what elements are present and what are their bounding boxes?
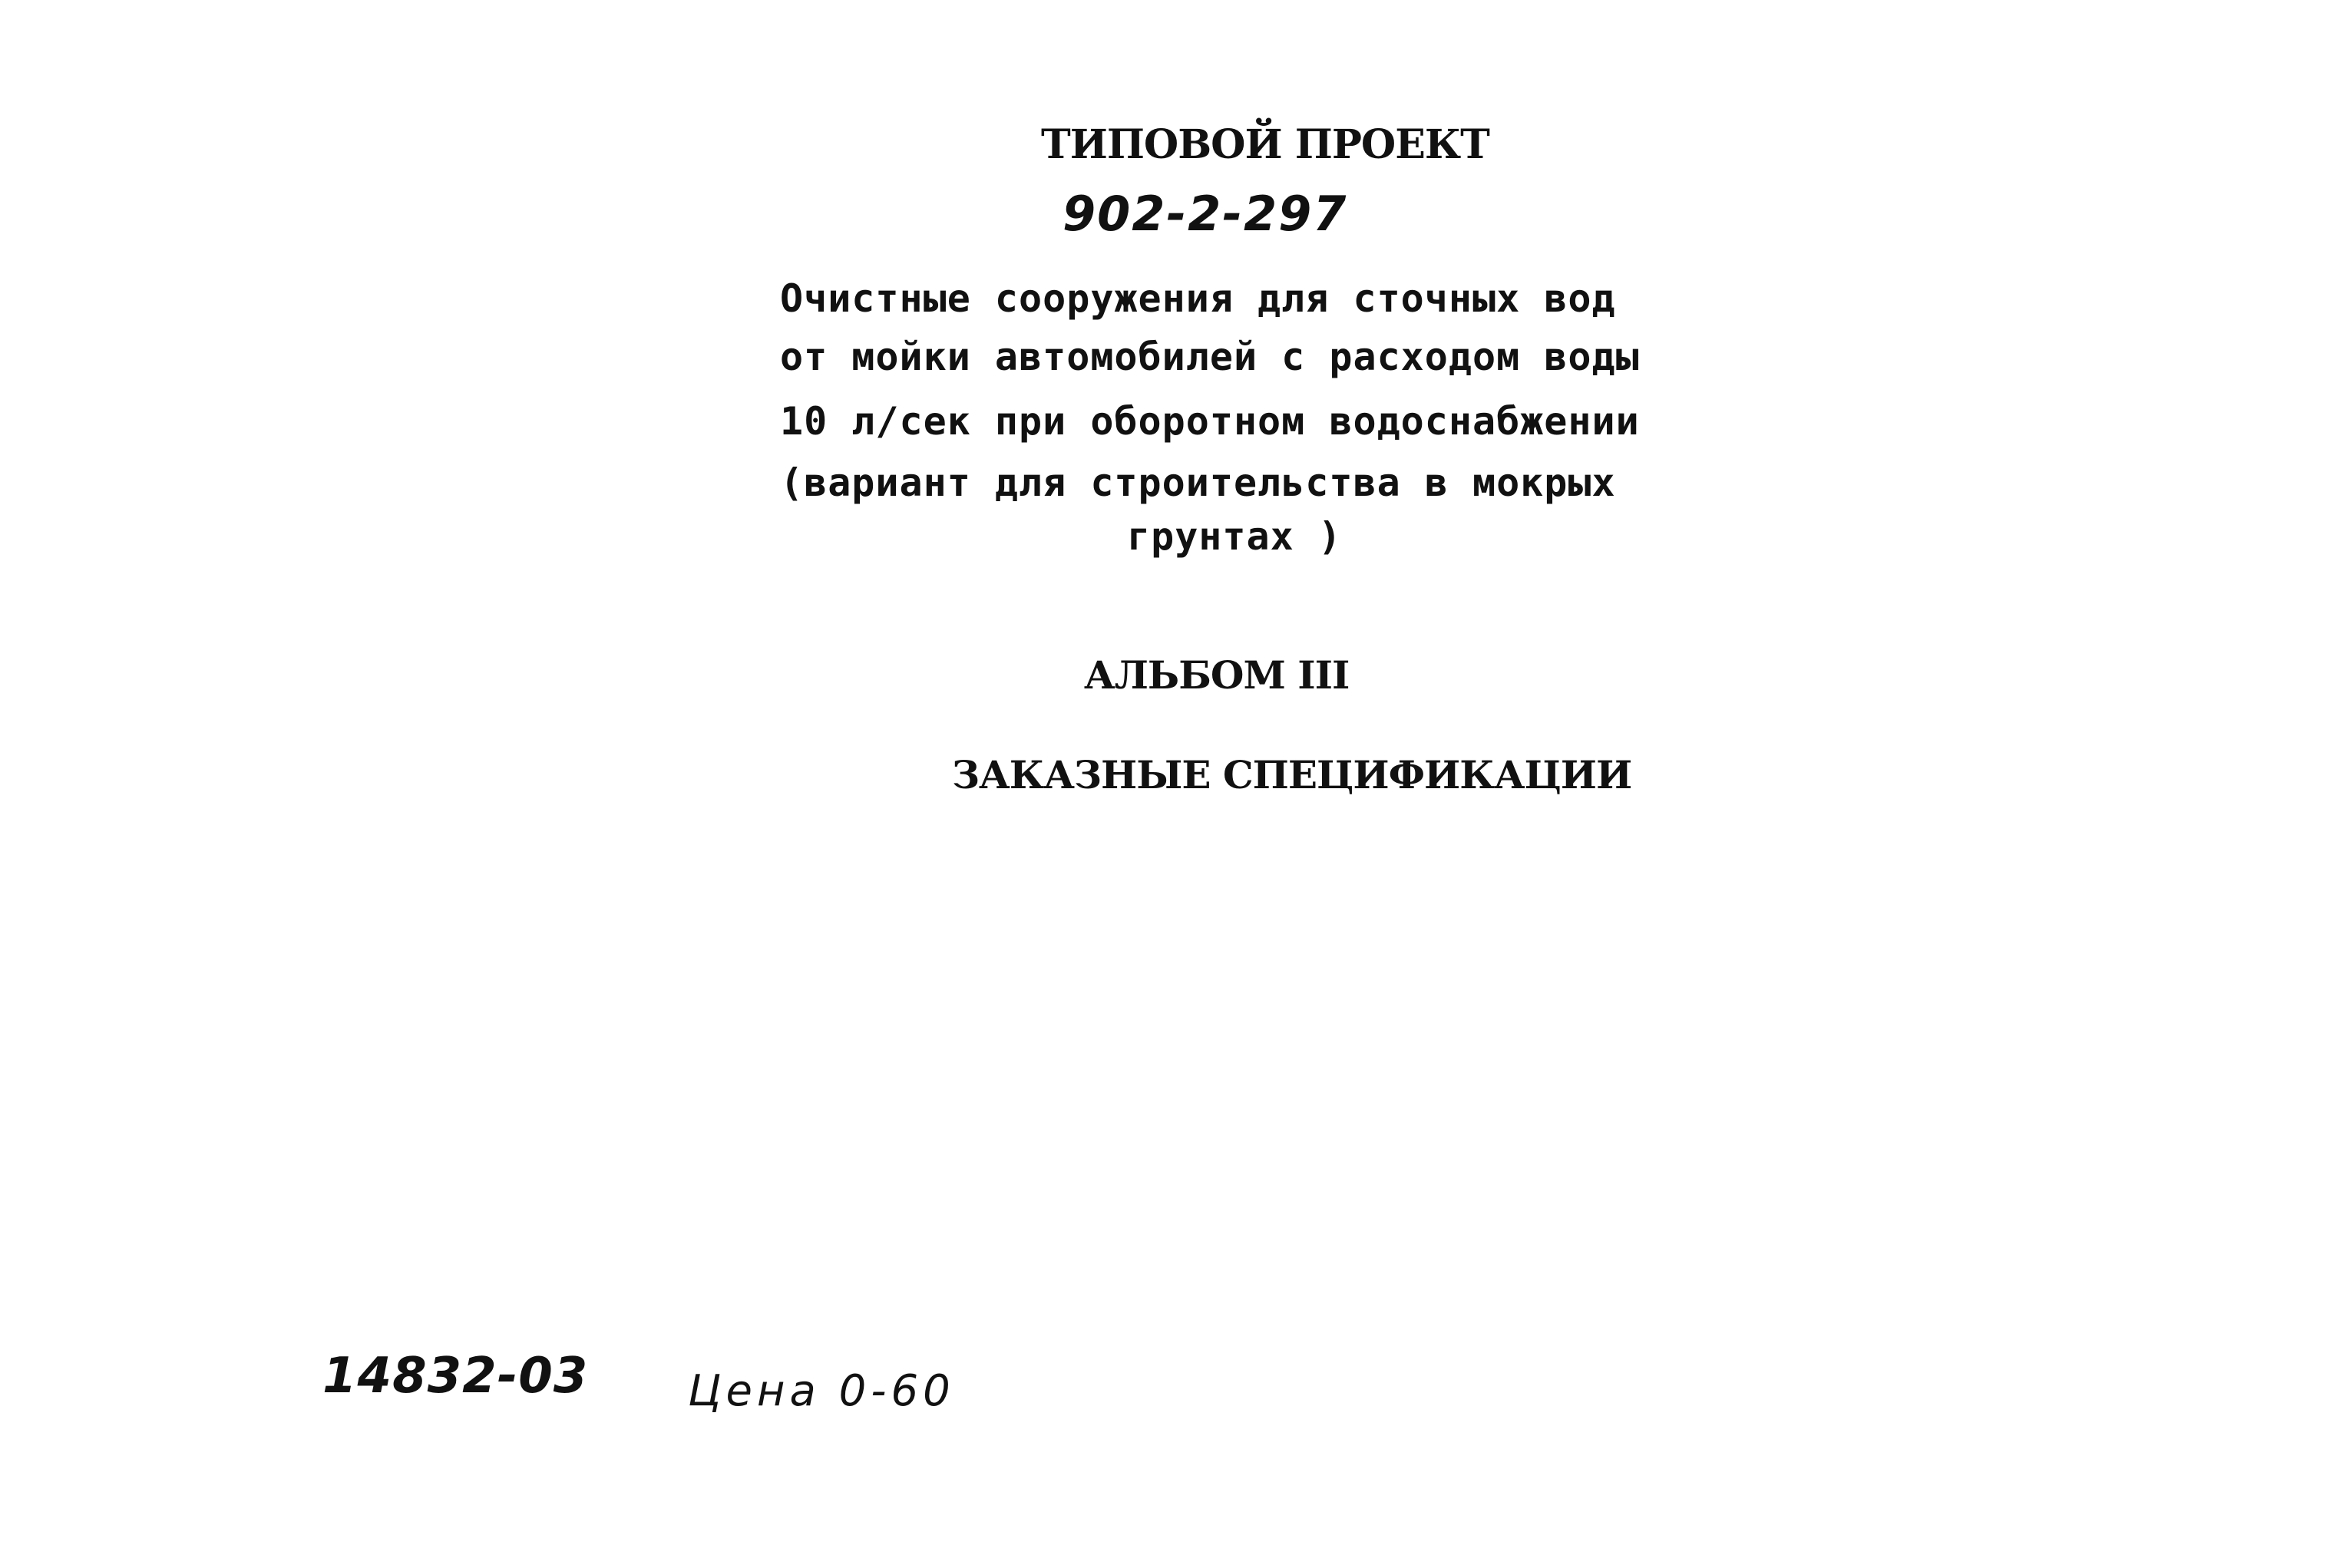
section-title: ЗАКАЗНЫЕ СПЕЦИФИКАЦИИ (952, 752, 1632, 797)
description-line: (вариант для строительства в мокрых (780, 460, 1616, 505)
project-number: 902-2-297 (1063, 186, 1348, 242)
price-label: Цена 0-60 (688, 1366, 955, 1416)
description-line: грунтах ) (1127, 514, 1342, 559)
album-label: АЛЬБОМ III (1084, 652, 1350, 698)
inventory-number: 14832-03 (322, 1348, 589, 1405)
description-line: 10 л/сек при оборотном водоснабжении (780, 399, 1640, 444)
description-line: от мойки автомобилей с расходом воды (780, 335, 1640, 379)
description-line: Очистные сооружения для сточных вод (780, 276, 1616, 321)
header-label: ТИПОВОЙ ПРОЕКТ (1041, 121, 1489, 168)
